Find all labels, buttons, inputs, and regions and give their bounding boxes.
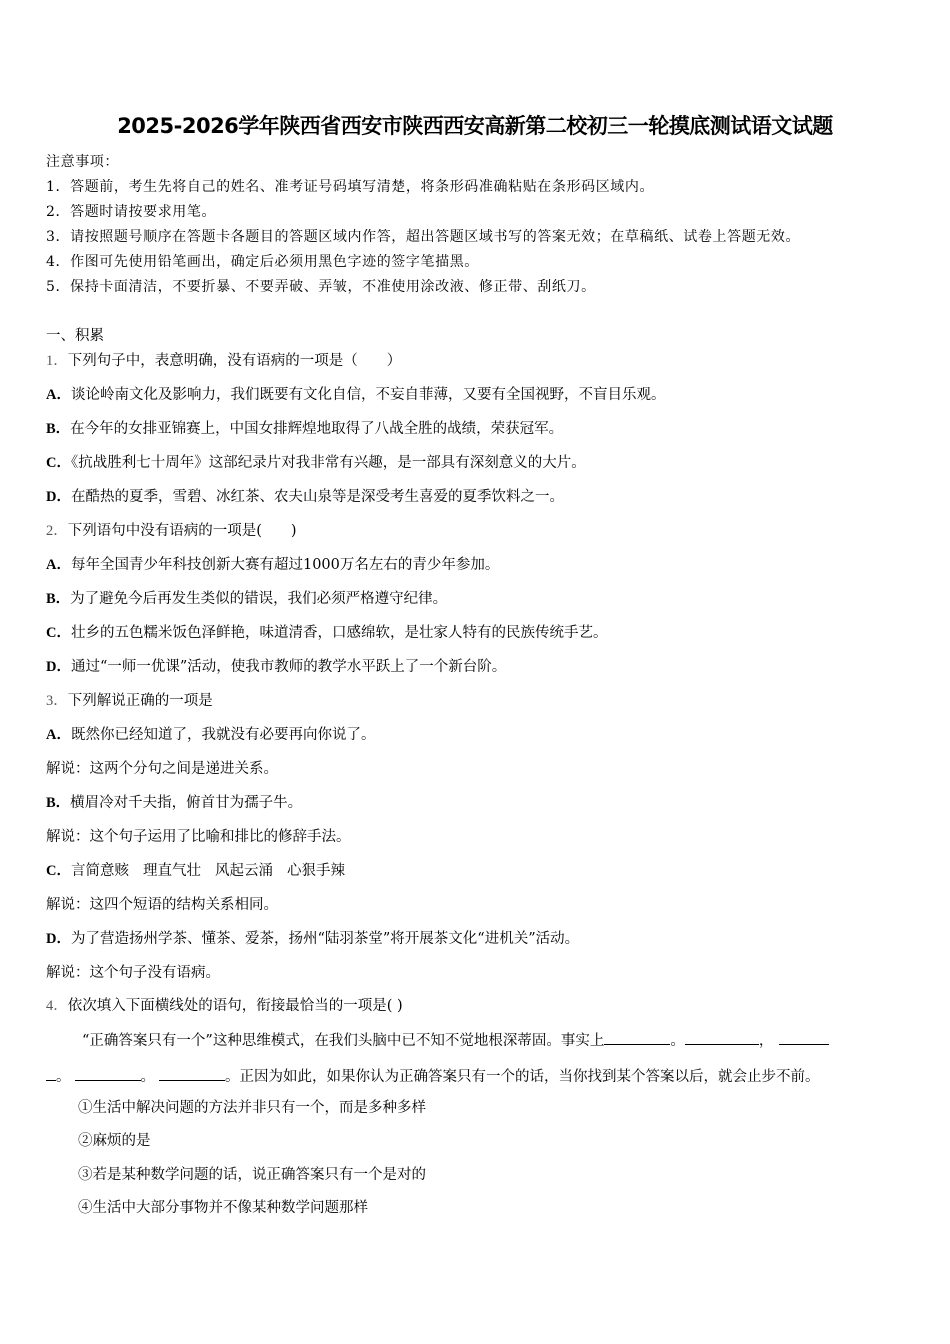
fill-blank-2[interactable] [685,1030,759,1045]
question-text: 下列句子中，表意明确，没有语病的一项是（ ） [67,353,402,369]
notice-item: 3．请按照题号顺序在答题卡各题目的答题区域内作答，超出答题区域书写的答案无效；在草稿纸、试卷上答题无效。 [46,229,801,245]
phrase: 心狠手辣 [286,863,345,879]
question-4-stem [46,996,403,1016]
section-heading: 一、积累 [46,328,104,344]
question-text: 下列解说正确的一项是 [67,693,213,709]
question-3-note-d: 解说：这个句子没有语病。 [46,965,220,981]
question-3-stem [46,691,213,711]
option-letter: C． [46,863,71,879]
question-2-stem [46,521,297,541]
fill-blank-4[interactable] [75,1066,141,1081]
option-text: 为了营造扬州学茶、懂茶、爱茶，扬州“陆羽茶堂”将开展茶文化“进机关”活动。 [70,931,580,947]
fill-blank-3-end[interactable] [46,1066,56,1081]
option-letter: A． [46,387,71,403]
question-3-note-a: 解说：这两个分句之间是递进关系。 [46,761,278,777]
option-letter: C． [46,455,71,471]
question-number: 4． [46,998,68,1014]
question-4-passage-line-1: “正确答案只有一个”这种思维模式，在我们头脑中已不知不觉地根深蒂固。事实上 。 ， [82,1030,829,1051]
question-1-option-d [46,487,564,507]
option-letter: B． [46,795,71,811]
phrase: 理直气壮 [142,863,201,879]
question-2-option-c [46,623,607,643]
option-text: 谈论岭南文化及影响力，我们既要有文化自信，不妄自菲薄，又要有全国视野，不盲目乐观。 [70,387,666,403]
question-1-stem [46,351,401,371]
question-3-note-b: 解说：这个句子运用了比喻和排比的修辞手法。 [46,829,351,845]
question-4-choice-1: ①生活中解决问题的方法并非只有一个，而是多种多样 [78,1100,426,1116]
question-3-option-a [46,725,375,745]
option-text: 通过“一师一优课”活动，使我市教师的教学水平跃上了一个新台阶。 [70,659,507,675]
fill-blank-1[interactable] [604,1030,670,1045]
question-4-choice-3: ③若是某种数学问题的话，说正确答案只有一个是对的 [78,1167,426,1183]
option-letter: D． [46,659,71,675]
option-letter: A． [46,557,71,573]
option-letter: A． [46,727,71,743]
phrase: 言简意赅 [70,863,129,879]
phrase: 风起云涌 [214,863,273,879]
notice-item: 2．答题时请按要求用笔。 [46,204,217,220]
option-text: 《抗战胜利七十周年》这部纪录片对我非常有兴趣，是一部具有深刻意义的大片。 [70,455,586,471]
question-text: 依次填入下面横线处的语句，衔接最恰当的一项是( ) [67,998,403,1014]
option-text: 在酷热的夏季，雪碧、冰红茶、农夫山泉等是深受考生喜爱的夏季饮料之一。 [70,489,564,505]
notice-item: 5．保持卡面清洁，不要折暴、不要弄破、弄皱，不准使用涂改液、修正带、刮纸刀。 [46,279,596,295]
question-2-option-b [46,589,447,609]
question-text: 下列语句中没有语病的一项是( ) [67,523,297,539]
question-3-note-c: 解说：这四个短语的结构关系相同。 [46,897,278,913]
notice-item: 4．作图可先使用铅笔画出，确定后必须用黑色字迹的签字笔描黑。 [46,254,479,270]
option-text: 既然你已经知道了，我就没有必要再向你说了。 [70,727,376,743]
option-letter: B． [46,421,71,437]
fill-blank-3-start[interactable] [779,1030,829,1045]
option-text: 为了避免今后再发生类似的错误，我们必须严格遵守纪律。 [70,591,448,607]
option-letter: B． [46,591,71,607]
passage-text: 。正因为如此，如果你认为正确答案只有一个的话，当你找到某个答案以后，就会止步不前。 [225,1069,820,1085]
question-number: 3． [46,693,68,709]
notice-heading: 注意事项： [46,154,119,170]
option-letter: C． [46,625,71,641]
question-1-option-c [46,453,586,473]
option-text: 在今年的女排亚锦赛上，中国女排辉煌地取得了八战全胜的战绩，荣获冠军。 [70,421,564,437]
passage-text: “正确答案只有一个”这种思维模式，在我们头脑中已不知不觉地根深蒂固。事实上 [82,1033,605,1049]
option-text: 横眉冷对千夫指，俯首甘为孺子牛。 [70,795,303,811]
question-number: 2． [46,523,68,539]
question-2-option-d [46,657,506,677]
option-text: 壮乡的五色糯米饭色泽鲜艳，味道清香，口感绵软，是壮家人特有的民族传统手艺。 [70,625,608,641]
fill-blank-5[interactable] [159,1066,225,1081]
question-4-choice-2: ②麻烦的是 [78,1133,151,1149]
question-4-choice-4: ④生活中大部分事物并不像某种数学问题那样 [78,1200,368,1216]
document-title: 2025-2026学年陕西省西安市陕西西安高新第二校初三一轮摸底测试语文试题 [117,114,833,138]
notice-item: 1．答题前，考生先将自己的姓名、准考证号码填写清楚，将条形码准确粘贴在条形码区域内。 [46,179,655,195]
question-3-option-c [46,861,345,881]
option-letter: D． [46,931,71,947]
option-letter: D． [46,489,71,505]
question-number: 1． [46,353,68,369]
question-3-option-d [46,929,579,949]
question-2-option-a [46,555,499,575]
question-1-option-a [46,385,665,405]
question-3-option-b [46,793,302,813]
option-text: 每年全国青少年科技创新大赛有超过1000万名左右的青少年参加。 [70,557,500,573]
question-1-option-b [46,419,563,439]
question-4-passage-line-2: 。 。 。正因为如此，如果你认为正确答案只有一个的话，当你找到某个答案以后，就会止步不前。 [46,1066,820,1087]
